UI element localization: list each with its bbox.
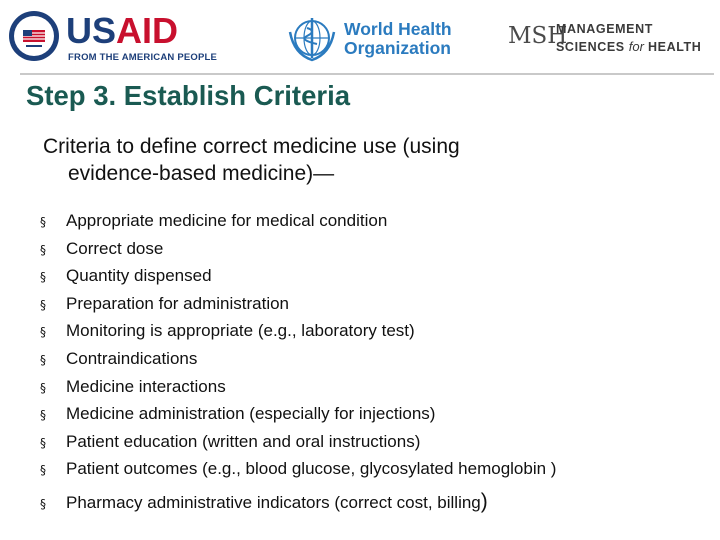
list-item-text: Quantity dispensed xyxy=(66,266,212,286)
bullet-icon: § xyxy=(40,380,46,395)
usaid-tagline: FROM THE AMERICAN PEOPLE xyxy=(68,52,218,63)
who-name-line2: Organization xyxy=(344,38,451,58)
msh-name-for: for xyxy=(628,39,644,54)
list-item xyxy=(40,235,556,263)
usaid-seal-icon xyxy=(8,10,60,62)
list-item-text: Correct dose xyxy=(66,238,164,258)
usaid-word-us: US xyxy=(66,10,117,51)
usaid-wordmark xyxy=(66,12,178,50)
list-item xyxy=(40,317,556,345)
msh-name-line2 xyxy=(556,38,701,56)
msh-name-sciences: SCIENCES xyxy=(556,40,629,54)
who-name xyxy=(344,20,452,58)
who-name-line1: World Health xyxy=(344,19,452,39)
bullet-icon: § xyxy=(40,408,46,423)
intro-text xyxy=(43,133,683,187)
msh-name-health: HEALTH xyxy=(643,40,702,54)
list-item-text: Pharmacy administrative indicators (correct cost, billing xyxy=(66,492,481,512)
list-item xyxy=(40,373,556,401)
list-item-text: Patient outcomes (e.g., blood glucose, glycosylated hemoglobin ) xyxy=(66,459,557,479)
bullet-icon: § xyxy=(40,325,46,340)
list-item-text: Preparation for administration xyxy=(66,293,290,313)
bullet-icon: § xyxy=(40,215,46,229)
bullet-icon: § xyxy=(40,297,46,312)
list-item xyxy=(40,290,556,318)
list-item-text: Medicine administration (especially for injections) xyxy=(66,404,436,424)
header-rule xyxy=(20,73,714,75)
list-item xyxy=(40,345,556,373)
msh-name xyxy=(556,21,701,56)
criteria-list xyxy=(40,207,556,516)
list-item xyxy=(40,488,556,516)
list-item-text: Monitoring is appropriate (e.g., laboratory test) xyxy=(66,321,415,341)
who-emblem-icon xyxy=(286,14,338,64)
bullet-icon: § xyxy=(40,496,46,511)
list-item xyxy=(40,455,556,483)
list-item-text: Patient education (written and oral instructions) xyxy=(66,431,421,451)
list-item xyxy=(40,262,556,290)
list-item xyxy=(40,207,556,235)
bullet-icon: § xyxy=(40,270,46,285)
msh-mark: MSH xyxy=(508,23,568,49)
msh-name-line1: MANAGEMENT xyxy=(556,22,653,36)
bullet-icon: § xyxy=(40,435,46,450)
intro-line1: Criteria to define correct medicine use (using xyxy=(43,135,460,158)
intro-line2: evidence-based medicine)— xyxy=(68,162,335,185)
bullet-icon: § xyxy=(40,352,46,367)
list-item-close-paren: ) xyxy=(480,489,488,513)
logo-bar xyxy=(0,0,720,75)
list-item-text: Appropriate medicine for medical condition xyxy=(66,211,388,230)
usaid-word-aid: AID xyxy=(116,10,179,51)
list-item xyxy=(40,428,556,456)
bullet-icon: § xyxy=(40,463,46,478)
msh-logo xyxy=(508,16,720,62)
list-item-text: Medicine interactions xyxy=(66,376,226,396)
bullet-icon: § xyxy=(40,242,46,257)
list-item xyxy=(40,400,556,428)
usaid-logo xyxy=(8,10,218,66)
list-item-text: Contraindications xyxy=(66,348,198,368)
who-logo xyxy=(286,14,456,64)
slide-title: Step 3. Establish Criteria xyxy=(26,80,350,111)
